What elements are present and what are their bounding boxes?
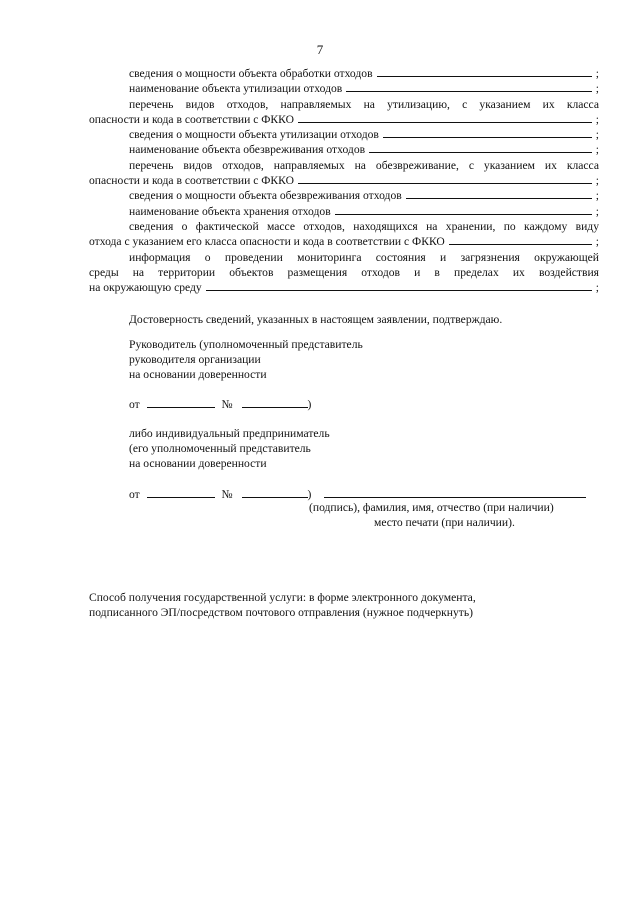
field-blank[interactable] <box>335 205 592 215</box>
entrepreneur-label-line-1: либо индивидуальный предприниматель <box>129 427 330 440</box>
form-field-row <box>89 127 599 142</box>
signature-caption: (подпись), фамилия, имя, отчество (при наличии) <box>309 501 554 514</box>
form-line-text: перечень видов отходов, направляемых на обезвреживание, с указанием их класса <box>129 158 599 172</box>
receipt-method-line-1: Способ получения государственной услуги: в форме электронного документа, <box>89 591 476 604</box>
field-blank[interactable] <box>377 67 592 77</box>
field-blank[interactable] <box>383 128 592 138</box>
field-terminator: ; <box>595 204 599 218</box>
form-field-row <box>89 188 599 203</box>
entrepreneur-label-line-3: на основании доверенности <box>129 457 267 470</box>
power-of-attorney-line-1 <box>129 397 311 412</box>
date-label: от <box>129 398 140 411</box>
date-field[interactable] <box>147 488 215 498</box>
page-number: 7 <box>316 42 324 57</box>
seal-caption: место печати (при наличии). <box>374 516 515 529</box>
number-label: № <box>221 398 233 411</box>
field-label: отхода с указанием его класса опасности и кода в соответствии с ФККО <box>89 235 445 249</box>
number-label: № <box>221 488 233 501</box>
form-field-row <box>89 66 599 81</box>
field-label: наименование объекта хранения отходов <box>129 204 331 218</box>
form-field-row <box>89 234 599 249</box>
field-blank[interactable] <box>298 174 592 184</box>
field-terminator: ; <box>595 128 599 142</box>
signature-field[interactable] <box>324 488 586 498</box>
number-field[interactable] <box>242 398 308 408</box>
confirmation-statement: Достоверность сведений, указанных в настоящем заявлении, подтверждаю. <box>129 313 503 326</box>
date-label: от <box>129 488 140 501</box>
number-field[interactable] <box>242 488 308 498</box>
head-label-line-1: Руководитель (уполномоченный представитель <box>129 338 363 351</box>
field-terminator: ; <box>595 82 599 96</box>
head-label-line-3: на основании доверенности <box>129 368 267 381</box>
field-terminator: ; <box>595 143 599 157</box>
form-field-row <box>89 81 599 96</box>
form-line-text: перечень видов отходов, направляемых на утилизацию, с указанием их класса <box>129 97 599 111</box>
field-label: на окружающую среду <box>89 281 202 295</box>
entrepreneur-label-line-2: (его уполномоченный представитель <box>129 442 311 455</box>
form-field-row <box>89 112 599 127</box>
form-field-row <box>89 204 599 219</box>
field-blank[interactable] <box>298 113 592 123</box>
application-form-fields <box>89 66 599 295</box>
form-field-row <box>89 173 599 188</box>
form-line-text: среды на территории объектов размещения отходов и в пределах их воздействия <box>89 265 599 279</box>
field-blank[interactable] <box>206 281 592 291</box>
field-blank[interactable] <box>346 82 592 92</box>
field-blank[interactable] <box>369 143 592 153</box>
field-label: опасности и кода в соответствии с ФККО <box>89 112 294 126</box>
field-terminator: ; <box>595 235 599 249</box>
receipt-method-line-2: подписанного ЭП/посредством почтового отправления (нужное подчеркнуть) <box>89 606 474 619</box>
field-terminator: ; <box>595 67 599 80</box>
head-label-line-2: руководителя организации <box>129 353 261 366</box>
form-field-row <box>89 280 599 295</box>
form-line-text: сведения о фактической массе отходов, находящихся на хранении, по каждому виду <box>129 219 599 233</box>
field-label: наименование объекта обезвреживания отходов <box>129 143 366 157</box>
field-terminator: ; <box>595 174 599 188</box>
field-label: сведения о мощности объекта обработки отходов <box>129 67 373 80</box>
field-terminator: ; <box>595 281 599 295</box>
field-blank[interactable] <box>449 235 592 245</box>
field-label: сведения о мощности объекта обезвреживания отходов <box>129 189 402 203</box>
field-terminator: ; <box>595 112 599 126</box>
form-line-text: информация о проведении мониторинга состояния и загрязнения окружающей <box>129 250 599 264</box>
field-label: опасности и кода в соответствии с ФККО <box>89 174 294 188</box>
close-paren: ) <box>307 398 312 411</box>
field-label: сведения о мощности объекта утилизации отходов <box>129 128 379 142</box>
close-paren: ) <box>307 488 312 501</box>
form-field-row <box>89 142 599 157</box>
date-field[interactable] <box>147 398 215 408</box>
field-terminator: ; <box>595 189 599 203</box>
field-label: наименование объекта утилизации отходов <box>129 82 343 96</box>
field-blank[interactable] <box>406 189 592 199</box>
